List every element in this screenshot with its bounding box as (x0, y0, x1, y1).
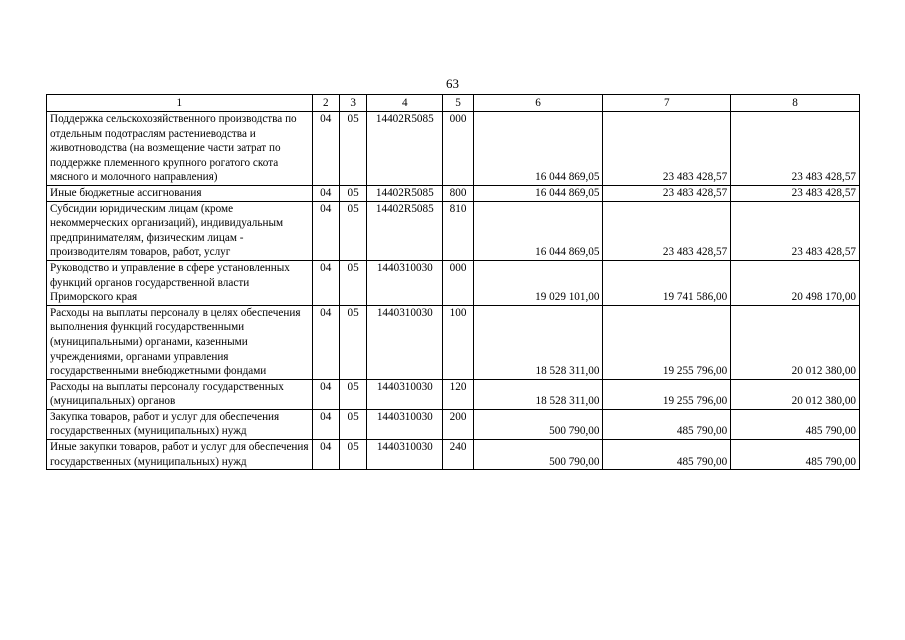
amount-column-8: 23 483 428,57 (731, 112, 860, 186)
table-row (47, 185, 860, 201)
target-article-code: 14402R5085 (367, 201, 443, 260)
amount-column-7: 485 790,00 (603, 440, 731, 470)
amount-column-8: 20 012 380,00 (731, 379, 860, 409)
amount-column-6: 500 790,00 (473, 440, 603, 470)
section-code: 04 (312, 440, 339, 470)
amount-column-7: 19 741 586,00 (603, 260, 731, 305)
expense-type-code: 810 (443, 201, 473, 260)
section-code: 04 (312, 305, 339, 379)
column-header-1: 1 (47, 95, 313, 112)
row-name: Поддержка сельскохозяйственного производства по отдельным подотраслям растениеводства и животноводства (на возмещение части затрат по поддержке племенного крупного рогатого скота мясного и молочного направления) (47, 112, 313, 186)
target-article-code: 14402R5085 (367, 112, 443, 186)
amount-column-8: 485 790,00 (731, 440, 860, 470)
budget-table (46, 94, 860, 470)
target-article-code: 1440310030 (367, 440, 443, 470)
column-header-3: 3 (339, 95, 366, 112)
amount-column-6: 16 044 869,05 (473, 201, 603, 260)
page-number: 63 (446, 76, 459, 91)
target-article-code: 1440310030 (367, 260, 443, 305)
target-article-code: 14402R5085 (367, 185, 443, 201)
column-header-5: 5 (443, 95, 473, 112)
table-row (47, 201, 860, 260)
expense-type-code: 000 (443, 260, 473, 305)
amount-column-8: 20 012 380,00 (731, 305, 860, 379)
amount-column-6: 18 528 311,00 (473, 305, 603, 379)
expense-type-code: 240 (443, 440, 473, 470)
expense-type-code: 000 (443, 112, 473, 186)
target-article-code: 1440310030 (367, 409, 443, 439)
expense-type-code: 100 (443, 305, 473, 379)
amount-column-7: 19 255 796,00 (603, 305, 731, 379)
table-row (47, 440, 860, 470)
column-header-7: 7 (603, 95, 731, 112)
amount-column-7: 23 483 428,57 (603, 112, 731, 186)
section-code: 04 (312, 260, 339, 305)
column-header-8: 8 (731, 95, 860, 112)
amount-column-6: 16 044 869,05 (473, 112, 603, 186)
amount-column-8: 485 790,00 (731, 409, 860, 439)
amount-column-6: 500 790,00 (473, 409, 603, 439)
table-row (47, 379, 860, 409)
row-name: Руководство и управление в сфере установленных функций органов государственной власти Приморского края (47, 260, 313, 305)
amount-column-6: 18 528 311,00 (473, 379, 603, 409)
section-code: 04 (312, 201, 339, 260)
section-code: 04 (312, 112, 339, 186)
subsection-code: 05 (339, 409, 366, 439)
subsection-code: 05 (339, 112, 366, 186)
target-article-code: 1440310030 (367, 379, 443, 409)
expense-type-code: 800 (443, 185, 473, 201)
subsection-code: 05 (339, 260, 366, 305)
subsection-code: 05 (339, 305, 366, 379)
table-row (47, 305, 860, 379)
row-name: Иные бюджетные ассигнования (47, 185, 313, 201)
amount-column-8: 23 483 428,57 (731, 201, 860, 260)
header-row (47, 95, 860, 112)
target-article-code: 1440310030 (367, 305, 443, 379)
amount-column-7: 23 483 428,57 (603, 201, 731, 260)
section-code: 04 (312, 409, 339, 439)
table-row (47, 260, 860, 305)
section-code: 04 (312, 379, 339, 409)
column-header-4: 4 (367, 95, 443, 112)
subsection-code: 05 (339, 201, 366, 260)
row-name: Расходы на выплаты персоналу в целях обеспечения выполнения функций государственными (муниципальными) органами, казенными учреждениями, органами управления государственными внебюджетными фондами (47, 305, 313, 379)
row-name: Иные закупки товаров, работ и услуг для обеспечения государственных (муниципальных) нужд (47, 440, 313, 470)
subsection-code: 05 (339, 185, 366, 201)
table-row (47, 112, 860, 186)
amount-column-6: 16 044 869,05 (473, 185, 603, 201)
amount-column-7: 23 483 428,57 (603, 185, 731, 201)
row-name: Субсидии юридическим лицам (кроме некоммерческих организаций), индивидуальным предпринимателям, физическим лицам - производителям товаров, работ, услуг (47, 201, 313, 260)
column-header-6: 6 (473, 95, 603, 112)
amount-column-8: 20 498 170,00 (731, 260, 860, 305)
amount-column-7: 485 790,00 (603, 409, 731, 439)
subsection-code: 05 (339, 440, 366, 470)
row-name: Расходы на выплаты персоналу государственных (муниципальных) органов (47, 379, 313, 409)
section-code: 04 (312, 185, 339, 201)
amount-column-6: 19 029 101,00 (473, 260, 603, 305)
table-row (47, 409, 860, 439)
expense-type-code: 120 (443, 379, 473, 409)
amount-column-7: 19 255 796,00 (603, 379, 731, 409)
amount-column-8: 23 483 428,57 (731, 185, 860, 201)
column-header-2: 2 (312, 95, 339, 112)
row-name: Закупка товаров, работ и услуг для обеспечения государственных (муниципальных) нужд (47, 409, 313, 439)
subsection-code: 05 (339, 379, 366, 409)
expense-type-code: 200 (443, 409, 473, 439)
